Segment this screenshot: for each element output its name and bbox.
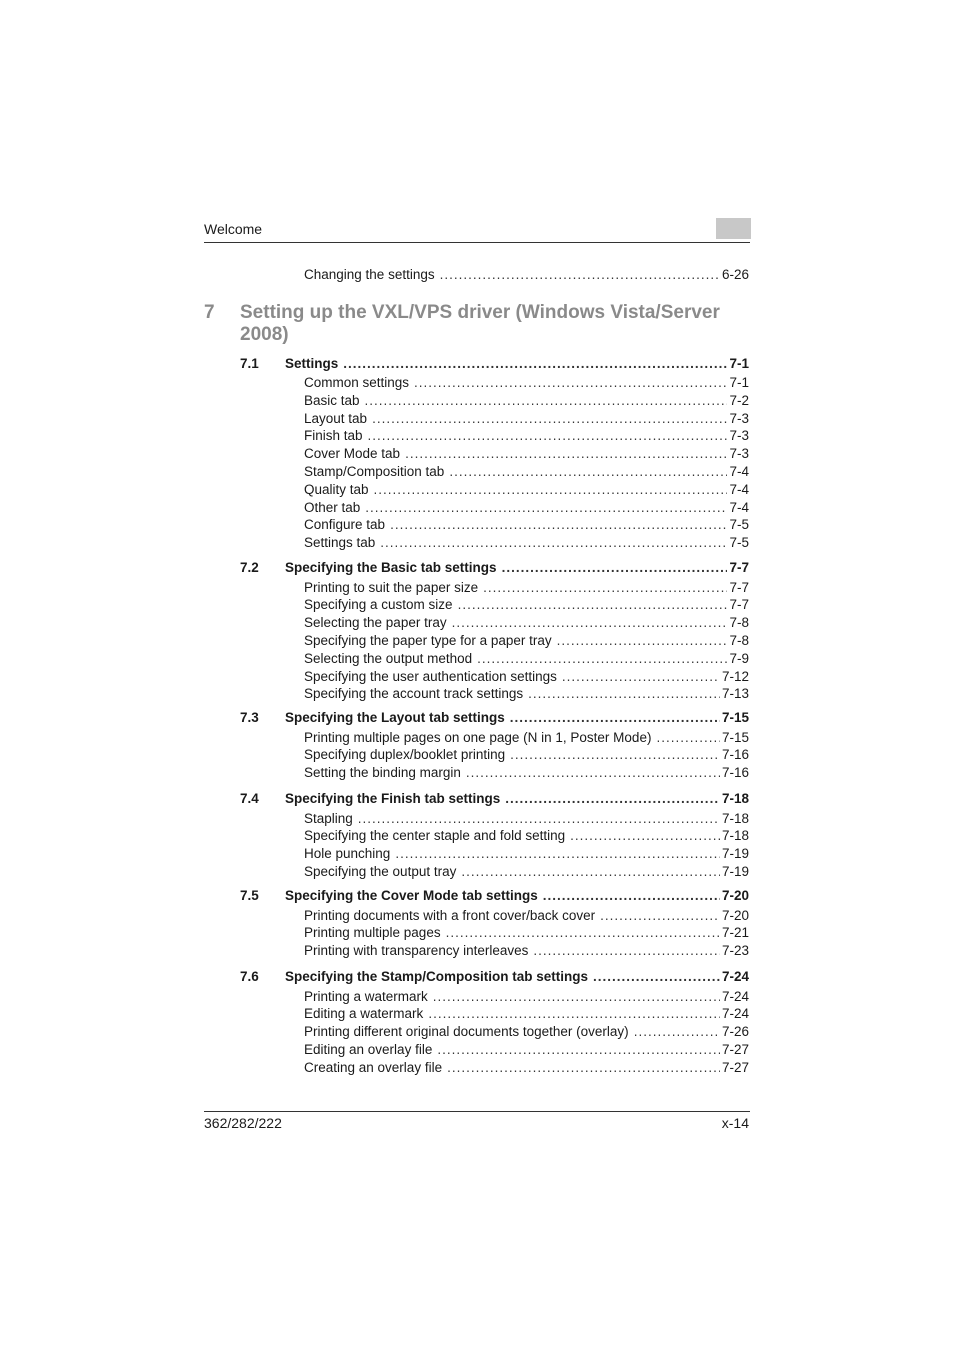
toc-entry-page: 7-7 <box>729 579 749 595</box>
toc-entry-title: Stapling <box>304 810 353 826</box>
toc-leader-dots <box>358 810 720 828</box>
toc-entry-page: 7-12 <box>721 668 749 684</box>
toc-leader-dots <box>414 374 727 392</box>
toc-entry[interactable] <box>304 445 749 463</box>
header-title: Welcome <box>204 221 263 237</box>
section-number: 7.2 <box>240 560 259 575</box>
toc-leader-dots <box>437 1041 720 1059</box>
section-number: 7.6 <box>240 969 259 984</box>
header-tab-marker <box>716 218 751 239</box>
toc-entry[interactable] <box>304 746 749 764</box>
toc-entry-page: 7-3 <box>729 446 749 462</box>
toc-entry-page: 7-18 <box>721 810 749 826</box>
toc-leader-dots <box>543 887 720 905</box>
toc-leader-dots <box>428 1005 720 1023</box>
toc-entry-page: 7-4 <box>729 499 749 515</box>
toc-section-page: 7-20 <box>721 888 749 903</box>
section-number: 7.3 <box>240 710 259 725</box>
toc-entry-title: Selecting the paper tray <box>304 615 447 631</box>
toc-entry-title: Printing a watermark <box>304 988 428 1004</box>
toc-entry[interactable] <box>304 810 749 828</box>
toc-entry-page: 7-16 <box>721 765 749 781</box>
toc-leader-dots <box>440 266 720 284</box>
toc-leader-dots <box>634 1023 720 1041</box>
toc-leader-dots <box>447 1059 720 1077</box>
toc-entry[interactable] <box>304 1041 749 1059</box>
toc-leader-dots <box>570 827 720 845</box>
footer-model: 362/282/222 <box>204 1115 282 1131</box>
toc-section-title: Specifying the Finish tab settings <box>285 791 501 806</box>
toc-entry-title: Editing an overlay file <box>304 1041 433 1057</box>
toc-leader-dots <box>557 632 728 650</box>
toc-entry-title: Selecting the output method <box>304 650 473 666</box>
toc-entry[interactable] <box>304 374 749 392</box>
toc-entry-page: 7-13 <box>721 686 749 702</box>
toc-entry-title: Printing different original documents together (overlay) <box>304 1024 629 1040</box>
toc-leader-dots <box>405 445 727 463</box>
toc-entry[interactable] <box>304 845 749 863</box>
toc-section-page: 7-15 <box>721 710 749 725</box>
toc-entry[interactable] <box>304 481 749 499</box>
toc-entry-page: 7-4 <box>729 464 749 479</box>
toc-entry-title: Common settings <box>304 375 410 390</box>
toc-entry-title: Editing a watermark <box>304 1006 424 1022</box>
toc-entry-page: 7-3 <box>729 410 749 426</box>
toc-section-heading[interactable] <box>285 790 749 808</box>
toc-entry-title: Quality tab <box>304 481 369 497</box>
toc-leader-dots <box>510 746 720 764</box>
toc-entry[interactable] <box>304 632 749 650</box>
toc-section-title: Specifying the Stamp/Composition tab settings <box>285 969 589 984</box>
toc-section-title: Specifying the Basic tab settings <box>285 560 497 575</box>
toc-entry-page: 7-24 <box>721 988 749 1004</box>
toc-section-page: 7-24 <box>721 969 749 984</box>
toc-entry-changing-settings[interactable] <box>304 266 749 284</box>
toc-entry-page: 7-18 <box>721 828 749 844</box>
toc-entry-page: 7-19 <box>721 863 749 879</box>
toc-entry-page: 7-19 <box>721 846 749 862</box>
toc-entry-title: Specifying the center staple and fold setting <box>304 828 566 844</box>
toc-entry-page: 7-21 <box>721 925 749 941</box>
toc-entry[interactable] <box>304 988 749 1006</box>
toc-entry[interactable] <box>304 499 749 517</box>
toc-entry-page: 7-5 <box>729 535 749 551</box>
toc-entry-title: Cover Mode tab <box>304 446 401 462</box>
toc-leader-dots <box>505 790 720 808</box>
toc-leader-dots <box>390 516 727 534</box>
toc-entry[interactable] <box>304 534 749 552</box>
toc-entry-title: Specifying the output tray <box>304 863 457 879</box>
toc-leader-dots <box>372 410 727 428</box>
toc-leader-dots <box>562 668 720 686</box>
toc-section-page: 7-7 <box>729 560 749 575</box>
toc-entry-page: 7-16 <box>721 747 749 763</box>
toc-entry[interactable] <box>304 427 749 445</box>
toc-leader-dots <box>600 907 720 925</box>
toc-entry[interactable] <box>304 1059 749 1077</box>
toc-entry[interactable] <box>304 1023 749 1041</box>
toc-entry[interactable] <box>304 410 749 428</box>
toc-entry[interactable] <box>304 614 749 632</box>
toc-entry-page: 7-27 <box>721 1041 749 1057</box>
toc-leader-dots <box>593 968 720 986</box>
toc-leader-dots <box>528 685 720 703</box>
toc-section-heading[interactable] <box>285 559 749 577</box>
toc-entry-title: Printing to suit the paper size <box>304 579 479 595</box>
toc-entry[interactable] <box>304 596 749 614</box>
toc-leader-dots <box>477 650 727 668</box>
toc-entry-title: Printing documents with a front cover/back cover <box>304 907 596 923</box>
toc-entry-title: Stamp/Composition tab <box>304 464 445 479</box>
toc-entry-page: 7-7 <box>729 597 749 613</box>
toc-entry[interactable] <box>304 516 749 534</box>
toc-entry-page: 7-20 <box>721 907 749 923</box>
toc-entry-page: 7-9 <box>729 650 749 666</box>
toc-leader-dots <box>483 579 727 597</box>
toc-leader-dots <box>452 614 728 632</box>
toc-leader-dots <box>368 427 728 445</box>
toc-leader-dots <box>395 845 720 863</box>
toc-section-heading[interactable] <box>285 709 749 727</box>
toc-section-heading[interactable] <box>285 355 749 373</box>
toc-entry[interactable] <box>304 924 749 942</box>
toc-entry-page: 7-2 <box>729 392 749 408</box>
toc-entry-page: 7-8 <box>729 615 749 631</box>
chapter-number: 7 <box>204 302 215 323</box>
toc-entry-title: Setting the binding margin <box>304 765 461 781</box>
toc-section-title: Settings <box>285 356 339 371</box>
toc-entry[interactable] <box>304 685 749 703</box>
toc-entry-title: Creating an overlay file <box>304 1059 443 1075</box>
toc-section-heading[interactable] <box>285 968 749 986</box>
toc-leader-dots <box>433 988 720 1006</box>
toc-entry[interactable] <box>304 668 749 686</box>
toc-entry-title: Specifying the user authentication settings <box>304 668 557 684</box>
toc-entry-title: Configure tab <box>304 517 386 533</box>
toc-entry-page: 7-4 <box>729 481 749 497</box>
toc-entry-page: 7-15 <box>721 729 749 745</box>
toc-entry-title: Printing with transparency interleaves <box>304 943 529 959</box>
toc-entry[interactable] <box>304 827 749 845</box>
toc-entry-page: 7-8 <box>729 632 749 648</box>
toc-entry[interactable] <box>304 650 749 668</box>
toc-entry-title: Printing multiple pages <box>304 925 441 941</box>
toc-entry-title: Settings tab <box>304 535 376 551</box>
toc-section-page: 7-1 <box>729 356 749 371</box>
section-number: 7.5 <box>240 888 259 903</box>
toc-entry[interactable] <box>304 863 749 881</box>
toc-leader-dots <box>656 729 720 747</box>
toc-entry-title: Layout tab <box>304 410 368 426</box>
toc-leader-dots <box>449 463 727 481</box>
toc-entry-page: 6-26 <box>721 267 749 282</box>
toc-section-title: Specifying the Layout tab settings <box>285 710 505 725</box>
footer-page-number: x-14 <box>721 1115 749 1131</box>
toc-entry[interactable] <box>304 907 749 925</box>
toc-entry-page: 7-1 <box>729 375 749 390</box>
toc-entry-page: 7-5 <box>729 517 749 533</box>
toc-leader-dots <box>458 596 728 614</box>
footer-rule <box>204 1111 750 1112</box>
toc-entry-title: Other tab <box>304 499 361 515</box>
toc-entry-page: 7-24 <box>721 1006 749 1022</box>
toc-entry-page: 7-23 <box>721 943 749 959</box>
toc-entry-page: 7-27 <box>721 1059 749 1075</box>
toc-entry-title: Specifying duplex/booklet printing <box>304 747 506 763</box>
toc-entry-title: Hole punching <box>304 846 391 862</box>
header-rule <box>204 242 750 243</box>
toc-section-heading[interactable] <box>285 887 749 905</box>
toc-entry-title: Printing multiple pages on one page (N in 1, Poster Mode) <box>304 729 652 745</box>
toc-entry-title: Basic tab <box>304 392 360 408</box>
section-number: 7.1 <box>240 356 259 371</box>
toc-entry[interactable] <box>304 1005 749 1023</box>
toc-entry-title: Changing the settings <box>304 267 435 282</box>
toc-entry[interactable] <box>304 392 749 410</box>
toc-entry-title: Finish tab <box>304 428 363 444</box>
toc-entry[interactable] <box>304 579 749 597</box>
toc-leader-dots <box>446 924 720 942</box>
toc-entry-page: 7-26 <box>721 1024 749 1040</box>
toc-leader-dots <box>365 392 728 410</box>
toc-entry[interactable] <box>304 942 749 960</box>
toc-leader-dots <box>466 764 720 782</box>
toc-leader-dots <box>365 499 727 517</box>
toc-section-page: 7-18 <box>721 791 749 806</box>
toc-entry-title: Specifying the account track settings <box>304 686 524 702</box>
toc-leader-dots <box>510 709 720 727</box>
toc-leader-dots <box>380 534 727 552</box>
section-number: 7.4 <box>240 791 259 806</box>
toc-leader-dots <box>502 559 728 577</box>
toc-entry-title: Specifying a custom size <box>304 597 453 613</box>
toc-entry-title: Specifying the paper type for a paper tray <box>304 632 552 648</box>
toc-entry[interactable] <box>304 729 749 747</box>
toc-leader-dots <box>343 355 727 373</box>
toc-entry[interactable] <box>304 463 749 481</box>
toc-leader-dots <box>533 942 720 960</box>
toc-entry-page: 7-3 <box>729 428 749 444</box>
chapter-title: Setting up the VXL/VPS driver (Windows Vista/Server 2008) <box>240 302 720 345</box>
toc-leader-dots <box>461 863 720 881</box>
toc-section-title: Specifying the Cover Mode tab settings <box>285 888 538 903</box>
toc-entry[interactable] <box>304 764 749 782</box>
toc-leader-dots <box>374 481 728 499</box>
